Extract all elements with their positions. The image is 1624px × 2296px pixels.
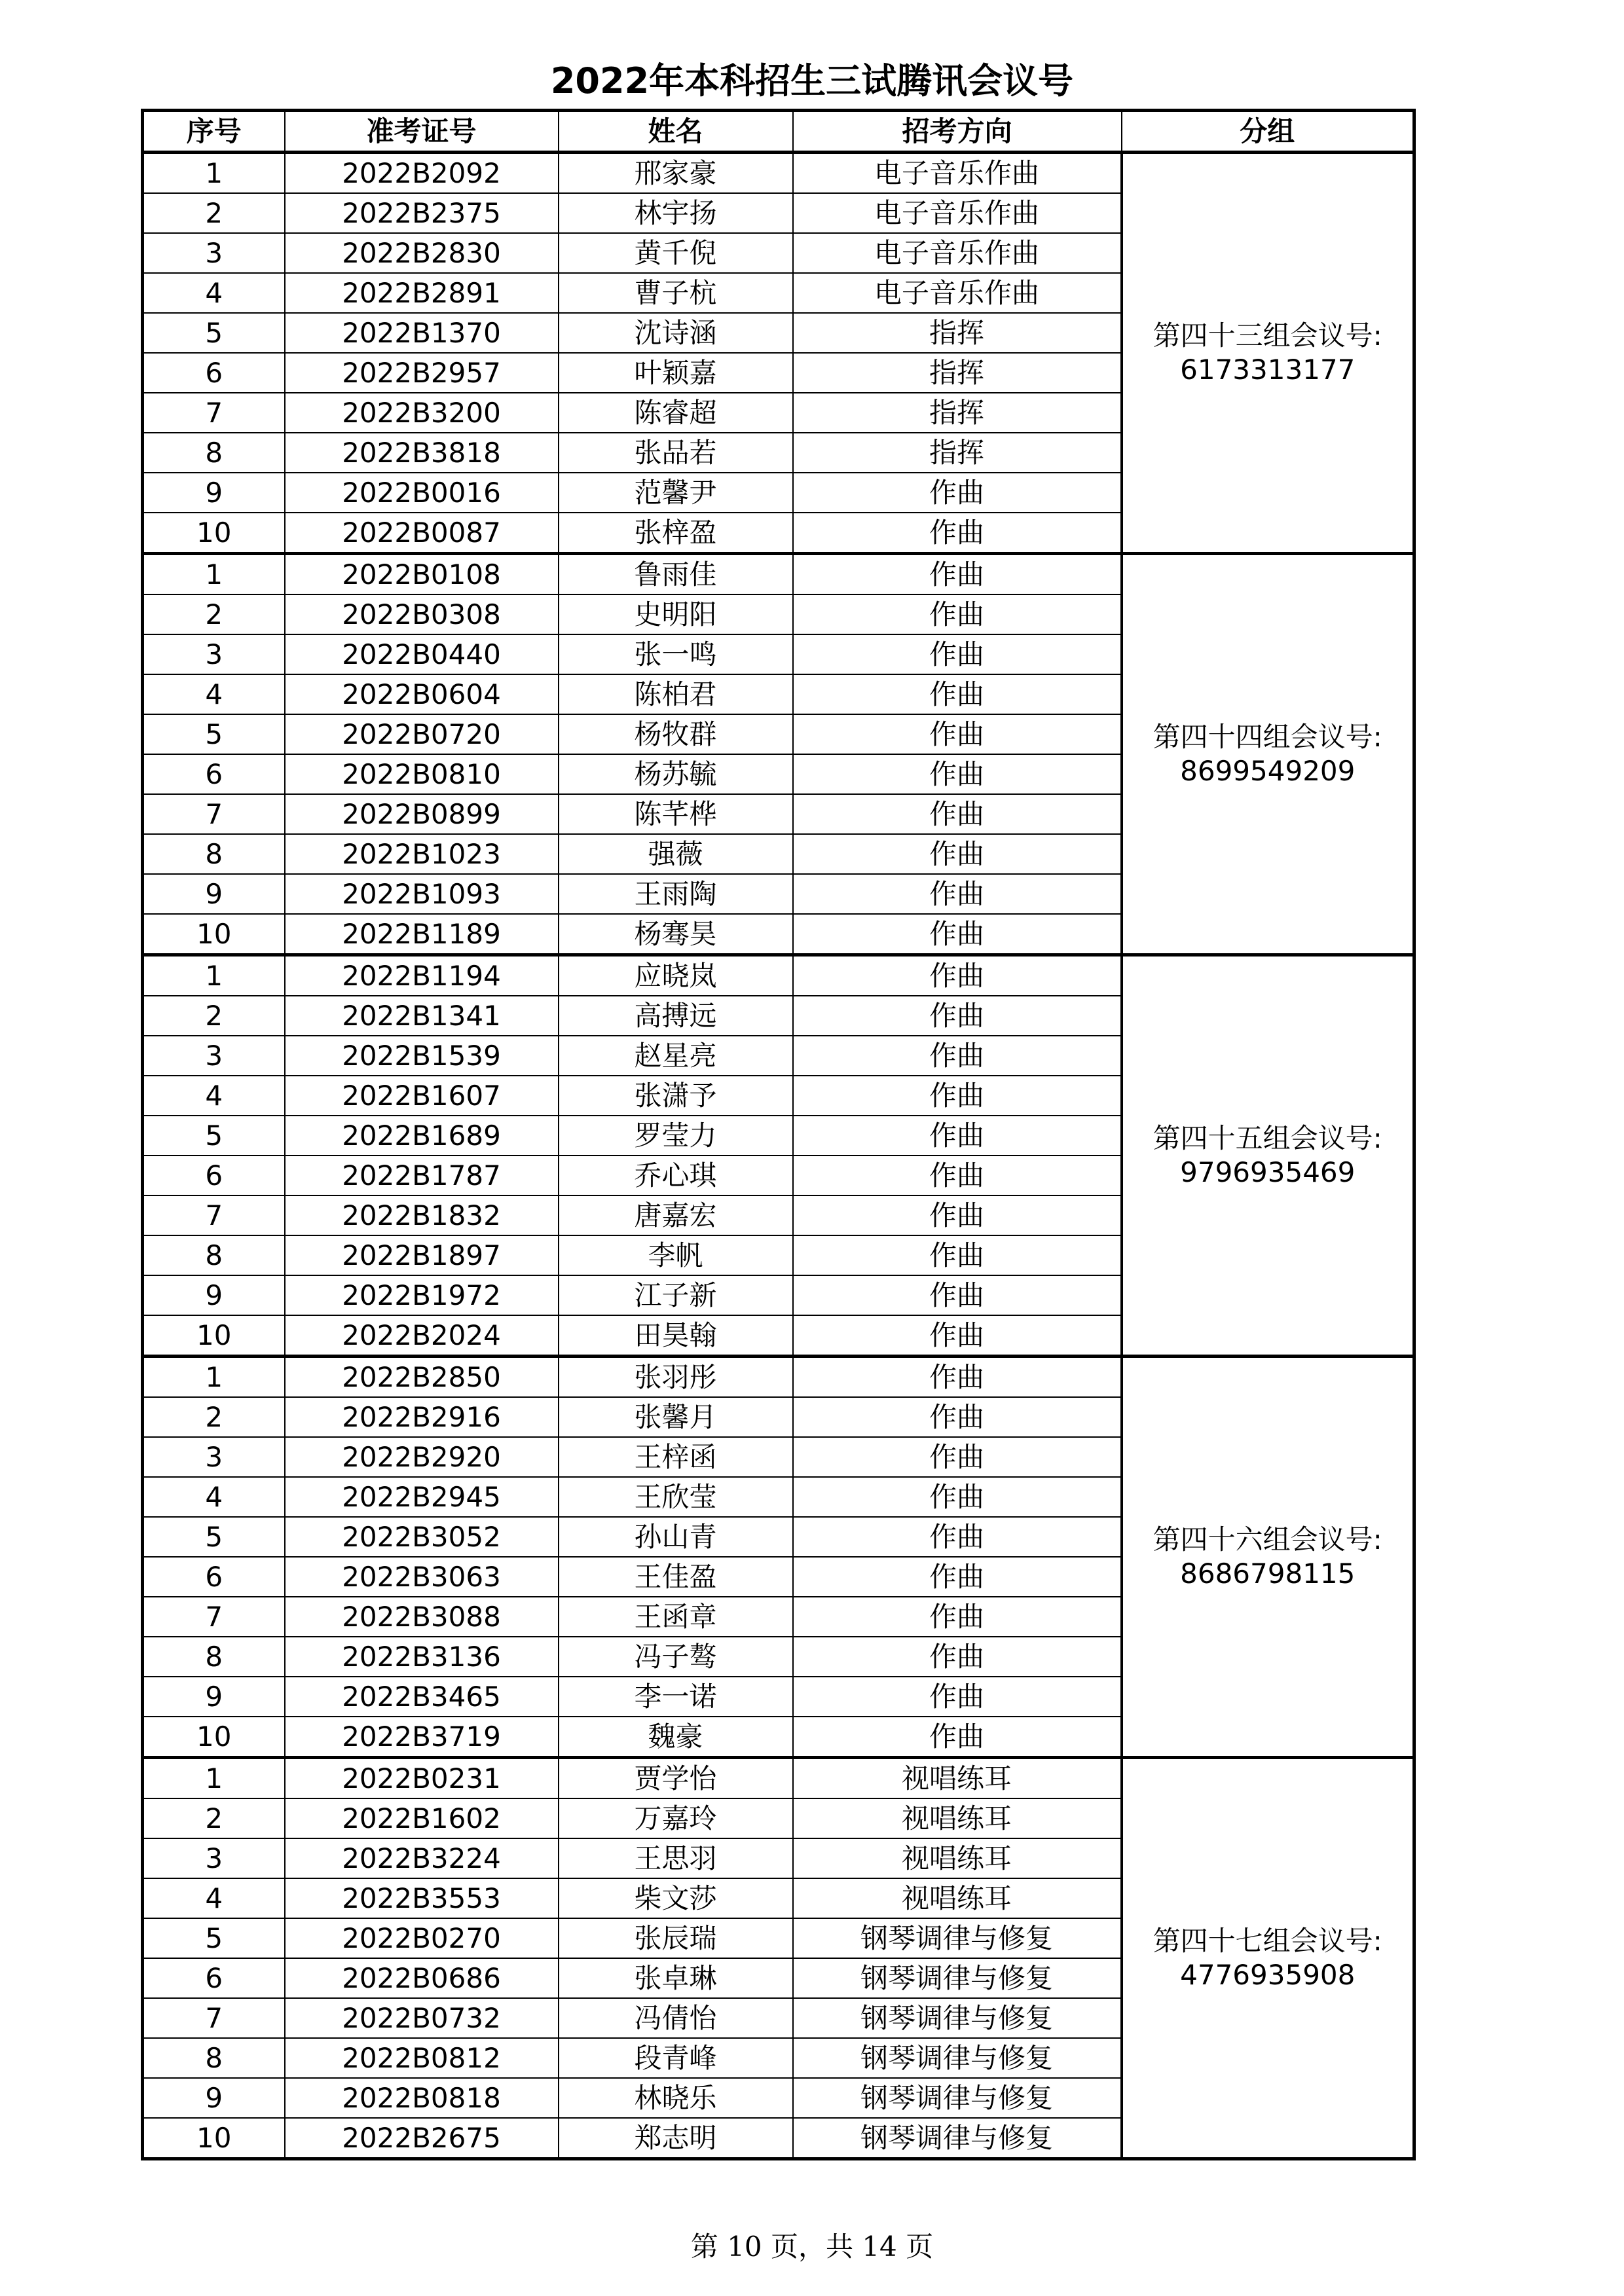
cell-number: 6 [143, 1557, 285, 1597]
cell-name: 贾学怡 [559, 1758, 793, 1799]
cell-major: 作曲 [793, 874, 1122, 914]
cell-exam-id: 2022B2850 [285, 1357, 559, 1398]
cell-number: 9 [143, 473, 285, 513]
cell-name: 杨苏毓 [559, 754, 793, 794]
cell-name: 王雨陶 [559, 874, 793, 914]
cell-name: 强薇 [559, 834, 793, 874]
column-header-group: 分组 [1122, 111, 1414, 153]
cell-exam-id: 2022B0732 [285, 1998, 559, 2038]
cell-exam-id: 2022B0308 [285, 594, 559, 634]
cell-name: 王函章 [559, 1597, 793, 1637]
cell-number: 1 [143, 153, 285, 194]
cell-exam-id: 2022B3200 [285, 393, 559, 433]
group-meeting-label: 第四十七组会议号: [1153, 1925, 1382, 1957]
cell-major: 电子音乐作曲 [793, 233, 1122, 273]
cell-number: 2 [143, 193, 285, 233]
cell-exam-id: 2022B3136 [285, 1637, 559, 1677]
cell-name: 张一鸣 [559, 634, 793, 674]
cell-exam-id: 2022B1341 [285, 996, 559, 1036]
cell-major: 作曲 [793, 1717, 1122, 1758]
column-header-number: 序号 [143, 111, 285, 153]
cell-exam-id: 2022B0899 [285, 794, 559, 834]
cell-name: 万嘉玲 [559, 1798, 793, 1838]
cell-number: 8 [143, 834, 285, 874]
cell-number: 7 [143, 1597, 285, 1637]
cell-name: 王佳盈 [559, 1557, 793, 1597]
group-meeting-label: 第四十五组会议号: [1153, 1122, 1382, 1154]
cell-name: 田昊翰 [559, 1315, 793, 1357]
cell-exam-id: 2022B3719 [285, 1717, 559, 1758]
cell-major: 电子音乐作曲 [793, 273, 1122, 313]
cell-major: 作曲 [793, 996, 1122, 1036]
cell-name: 段青峰 [559, 2038, 793, 2078]
group-meeting-label: 第四十六组会议号: [1153, 1523, 1382, 1556]
cell-number: 2 [143, 594, 285, 634]
cell-name: 应晓岚 [559, 955, 793, 996]
cell-name: 赵星亮 [559, 1036, 793, 1076]
cell-number: 5 [143, 313, 285, 353]
cell-exam-id: 2022B0812 [285, 2038, 559, 2078]
group-meeting-id: 8686798115 [1180, 1558, 1356, 1590]
cell-name: 唐嘉宏 [559, 1195, 793, 1235]
cell-number: 5 [143, 1918, 285, 1958]
cell-name: 杨骞昊 [559, 914, 793, 955]
cell-number: 8 [143, 1235, 285, 1275]
cell-major: 钢琴调律与修复 [793, 1998, 1122, 2038]
cell-major: 视唱练耳 [793, 1878, 1122, 1918]
cell-major: 指挥 [793, 313, 1122, 353]
cell-major: 作曲 [793, 914, 1122, 955]
cell-name: 林宇扬 [559, 193, 793, 233]
cell-name: 叶颖嘉 [559, 353, 793, 393]
group-meeting-id: 6173313177 [1180, 354, 1356, 386]
cell-exam-id: 2022B2916 [285, 1397, 559, 1437]
cell-number: 1 [143, 955, 285, 996]
cell-major: 指挥 [793, 353, 1122, 393]
cell-exam-id: 2022B1539 [285, 1036, 559, 1076]
cell-name: 王欣莹 [559, 1477, 793, 1517]
cell-number: 10 [143, 513, 285, 554]
cell-number: 9 [143, 1677, 285, 1717]
cell-exam-id: 2022B0087 [285, 513, 559, 554]
cell-name: 张羽彤 [559, 1357, 793, 1398]
cell-exam-id: 2022B0108 [285, 554, 559, 595]
roster-body [143, 153, 1414, 2159]
group-meeting-label: 第四十三组会议号: [1153, 319, 1382, 352]
cell-number: 2 [143, 1397, 285, 1437]
cell-exam-id: 2022B0604 [285, 674, 559, 714]
cell-major: 作曲 [793, 1677, 1122, 1717]
cell-exam-id: 2022B3063 [285, 1557, 559, 1597]
cell-number: 7 [143, 794, 285, 834]
cell-number: 9 [143, 1275, 285, 1315]
table-header-row [143, 111, 1414, 153]
meeting-roster-table [141, 109, 1416, 2160]
cell-major: 作曲 [793, 473, 1122, 513]
cell-number: 6 [143, 1156, 285, 1195]
cell-exam-id: 2022B1689 [285, 1116, 559, 1156]
cell-exam-id: 2022B2945 [285, 1477, 559, 1517]
cell-major: 作曲 [793, 1397, 1122, 1437]
cell-number: 3 [143, 233, 285, 273]
cell-major: 作曲 [793, 714, 1122, 754]
cell-number: 3 [143, 634, 285, 674]
cell-major: 钢琴调律与修复 [793, 1958, 1122, 1998]
group-meeting-id: 8699549209 [1180, 755, 1356, 787]
cell-number: 4 [143, 1878, 285, 1918]
group-meeting-label: 第四十四组会议号: [1153, 721, 1382, 753]
cell-number: 3 [143, 1437, 285, 1477]
cell-number: 2 [143, 996, 285, 1036]
cell-major: 作曲 [793, 1195, 1122, 1235]
cell-name: 冯倩怡 [559, 1998, 793, 2038]
cell-number: 1 [143, 554, 285, 595]
cell-name: 张卓琳 [559, 1958, 793, 1998]
cell-name: 张潇予 [559, 1076, 793, 1116]
cell-major: 电子音乐作曲 [793, 153, 1122, 194]
cell-exam-id: 2022B3052 [285, 1517, 559, 1557]
cell-major: 作曲 [793, 594, 1122, 634]
cell-exam-id: 2022B0440 [285, 634, 559, 674]
document-title: 2022年本科招生三试腾讯会议号 [550, 60, 1074, 101]
cell-name: 陈柏君 [559, 674, 793, 714]
cell-exam-id: 2022B0686 [285, 1958, 559, 1998]
group-meeting-id: 4776935908 [1180, 1959, 1356, 1991]
group-meeting-cell [1122, 955, 1414, 1357]
cell-number: 4 [143, 1076, 285, 1116]
cell-major: 作曲 [793, 1437, 1122, 1477]
cell-number: 1 [143, 1357, 285, 1398]
cell-major: 作曲 [793, 834, 1122, 874]
cell-exam-id: 2022B0818 [285, 2078, 559, 2118]
cell-exam-id: 2022B3465 [285, 1677, 559, 1717]
cell-name: 王思羽 [559, 1838, 793, 1878]
cell-exam-id: 2022B2092 [285, 153, 559, 194]
cell-major: 视唱练耳 [793, 1838, 1122, 1878]
cell-major: 作曲 [793, 1637, 1122, 1677]
cell-name: 李帆 [559, 1235, 793, 1275]
cell-exam-id: 2022B0016 [285, 473, 559, 513]
cell-major: 作曲 [793, 1477, 1122, 1517]
cell-number: 4 [143, 273, 285, 313]
cell-number: 8 [143, 1637, 285, 1677]
cell-number: 5 [143, 1517, 285, 1557]
cell-name: 冯子骜 [559, 1637, 793, 1677]
cell-name: 张品若 [559, 433, 793, 473]
cell-major: 钢琴调律与修复 [793, 2078, 1122, 2118]
cell-number: 2 [143, 1798, 285, 1838]
cell-exam-id: 2022B1897 [285, 1235, 559, 1275]
cell-name: 魏豪 [559, 1717, 793, 1758]
cell-exam-id: 2022B1602 [285, 1798, 559, 1838]
cell-major: 作曲 [793, 1076, 1122, 1116]
cell-name: 罗莹力 [559, 1116, 793, 1156]
group-meeting-cell [1122, 554, 1414, 955]
group-meeting-cell [1122, 1357, 1414, 1758]
cell-exam-id: 2022B1189 [285, 914, 559, 955]
cell-number: 7 [143, 1998, 285, 2038]
cell-number: 4 [143, 1477, 285, 1517]
cell-major: 视唱练耳 [793, 1798, 1122, 1838]
cell-exam-id: 2022B3818 [285, 433, 559, 473]
cell-major: 钢琴调律与修复 [793, 2118, 1122, 2159]
cell-number: 10 [143, 1315, 285, 1357]
cell-exam-id: 2022B2957 [285, 353, 559, 393]
cell-major: 作曲 [793, 674, 1122, 714]
cell-number: 9 [143, 2078, 285, 2118]
cell-major: 作曲 [793, 634, 1122, 674]
cell-exam-id: 2022B0270 [285, 1918, 559, 1958]
cell-name: 孙山青 [559, 1517, 793, 1557]
cell-number: 6 [143, 1958, 285, 1998]
cell-name: 黄千倪 [559, 233, 793, 273]
table-row [143, 1758, 1414, 1799]
cell-number: 5 [143, 1116, 285, 1156]
cell-name: 史明阳 [559, 594, 793, 634]
cell-exam-id: 2022B2920 [285, 1437, 559, 1477]
table-row [143, 153, 1414, 194]
cell-name: 柴文莎 [559, 1878, 793, 1918]
cell-major: 作曲 [793, 1116, 1122, 1156]
cell-name: 林晓乐 [559, 2078, 793, 2118]
cell-major: 作曲 [793, 1557, 1122, 1597]
cell-number: 7 [143, 1195, 285, 1235]
cell-number: 6 [143, 353, 285, 393]
cell-exam-id: 2022B1972 [285, 1275, 559, 1315]
cell-number: 3 [143, 1036, 285, 1076]
cell-exam-id: 2022B1370 [285, 313, 559, 353]
cell-exam-id: 2022B2375 [285, 193, 559, 233]
cell-name: 张辰瑞 [559, 1918, 793, 1958]
cell-number: 4 [143, 674, 285, 714]
cell-name: 陈芊桦 [559, 794, 793, 834]
cell-exam-id: 2022B1093 [285, 874, 559, 914]
cell-number: 8 [143, 433, 285, 473]
cell-name: 江子新 [559, 1275, 793, 1315]
column-header-exam-id: 准考证号 [285, 111, 559, 153]
cell-number: 6 [143, 754, 285, 794]
table-row [143, 1357, 1414, 1398]
cell-major: 钢琴调律与修复 [793, 2038, 1122, 2078]
cell-name: 郑志明 [559, 2118, 793, 2159]
page-footer: 第 10 页，共 14 页 [690, 2231, 934, 2263]
cell-name: 乔心琪 [559, 1156, 793, 1195]
cell-number: 8 [143, 2038, 285, 2078]
cell-name: 张馨月 [559, 1397, 793, 1437]
cell-name: 张梓盈 [559, 513, 793, 554]
cell-name: 邢家豪 [559, 153, 793, 194]
cell-major: 作曲 [793, 1275, 1122, 1315]
cell-number: 3 [143, 1838, 285, 1878]
cell-exam-id: 2022B1607 [285, 1076, 559, 1116]
column-header-major: 招考方向 [793, 111, 1122, 153]
group-meeting-id: 9796935469 [1180, 1156, 1356, 1188]
cell-major: 钢琴调律与修复 [793, 1918, 1122, 1958]
group-meeting-cell [1122, 1758, 1414, 2159]
cell-major: 作曲 [793, 754, 1122, 794]
cell-exam-id: 2022B0810 [285, 754, 559, 794]
cell-major: 作曲 [793, 1036, 1122, 1076]
cell-exam-id: 2022B2024 [285, 1315, 559, 1357]
cell-exam-id: 2022B0231 [285, 1758, 559, 1799]
cell-major: 电子音乐作曲 [793, 193, 1122, 233]
cell-major: 作曲 [793, 1357, 1122, 1398]
cell-number: 7 [143, 393, 285, 433]
table-row [143, 955, 1414, 996]
cell-exam-id: 2022B1194 [285, 955, 559, 996]
cell-major: 作曲 [793, 794, 1122, 834]
cell-number: 9 [143, 874, 285, 914]
cell-exam-id: 2022B0720 [285, 714, 559, 754]
cell-name: 鲁雨佳 [559, 554, 793, 595]
table-row [143, 554, 1414, 595]
cell-major: 作曲 [793, 1597, 1122, 1637]
cell-major: 作曲 [793, 1235, 1122, 1275]
cell-exam-id: 2022B3088 [285, 1597, 559, 1637]
cell-number: 1 [143, 1758, 285, 1799]
cell-number: 10 [143, 2118, 285, 2159]
cell-exam-id: 2022B3224 [285, 1838, 559, 1878]
cell-name: 沈诗涵 [559, 313, 793, 353]
cell-exam-id: 2022B1832 [285, 1195, 559, 1235]
cell-name: 曹子杭 [559, 273, 793, 313]
cell-major: 作曲 [793, 513, 1122, 554]
group-meeting-cell [1122, 153, 1414, 554]
cell-exam-id: 2022B1023 [285, 834, 559, 874]
cell-exam-id: 2022B2830 [285, 233, 559, 273]
cell-major: 指挥 [793, 393, 1122, 433]
cell-major: 指挥 [793, 433, 1122, 473]
cell-name: 王梓函 [559, 1437, 793, 1477]
cell-name: 范馨尹 [559, 473, 793, 513]
cell-name: 高搏远 [559, 996, 793, 1036]
cell-name: 陈睿超 [559, 393, 793, 433]
cell-major: 作曲 [793, 1517, 1122, 1557]
cell-number: 5 [143, 714, 285, 754]
cell-major: 作曲 [793, 955, 1122, 996]
cell-name: 杨牧群 [559, 714, 793, 754]
column-header-name: 姓名 [559, 111, 793, 153]
cell-major: 作曲 [793, 554, 1122, 595]
cell-number: 10 [143, 914, 285, 955]
cell-major: 作曲 [793, 1315, 1122, 1357]
cell-name: 李一诺 [559, 1677, 793, 1717]
cell-exam-id: 2022B2675 [285, 2118, 559, 2159]
cell-exam-id: 2022B3553 [285, 1878, 559, 1918]
cell-exam-id: 2022B1787 [285, 1156, 559, 1195]
cell-major: 作曲 [793, 1156, 1122, 1195]
cell-major: 视唱练耳 [793, 1758, 1122, 1799]
cell-exam-id: 2022B2891 [285, 273, 559, 313]
cell-number: 10 [143, 1717, 285, 1758]
